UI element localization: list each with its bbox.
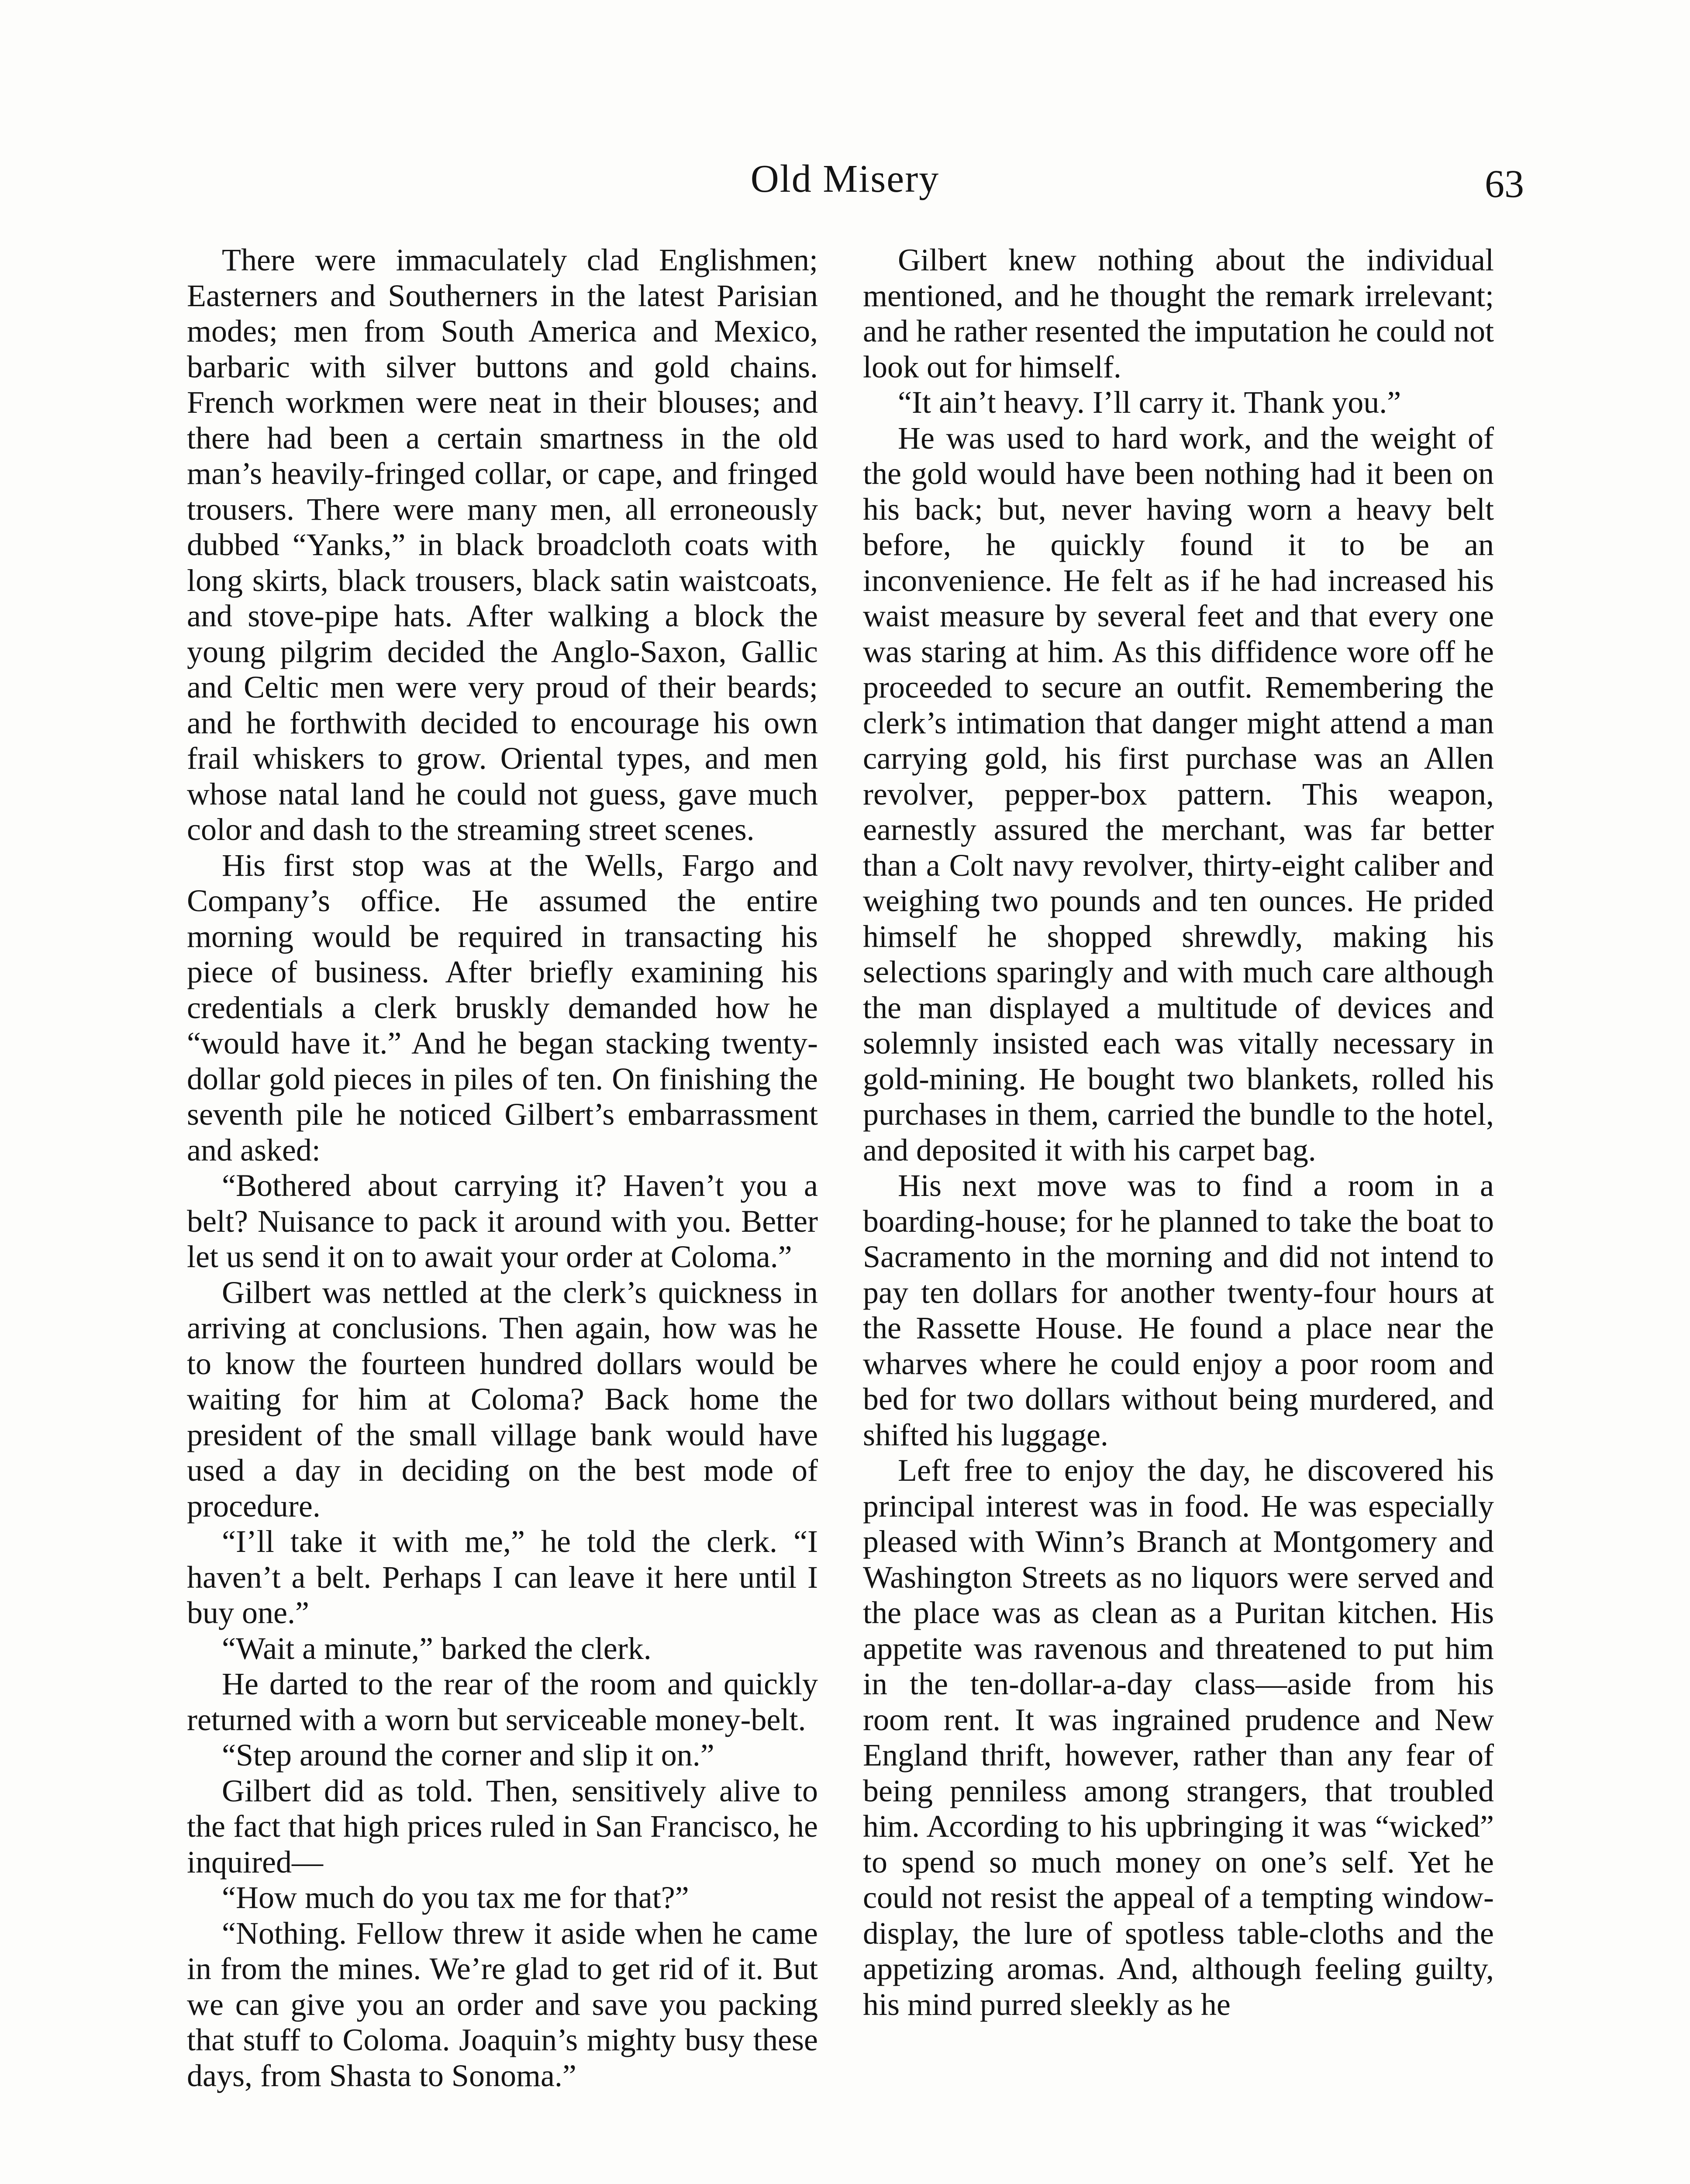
left-column [187,242,818,2094]
paragraph: Gilbert was nettled at the clerk’s quickness in arriving at conclusions. Then again, how was he to know the fourteen hundred dollars would be waiting for him at Coloma? Back home the president of the small village bank would have used a day in deciding on the best mode of procedure. [187,1275,818,1524]
paragraph: Gilbert knew nothing about the individual mentioned, and he thought the remark irrelevant; and he rather resented the imputation he could not look out for himself. [863,242,1494,384]
paragraph: “Step around the corner and slip it on.” [222,1738,714,1773]
paragraph: His next move was to find a room in a boarding-house; for he planned to take the boat to Sacramento in the morning and did not intend to pay ten dollars for another twenty-four hours at the Rassette House. He found a place near the wharves where he could enjoy a poor room and bed for two dollars without being murdered, and shifted his luggage. [863,1168,1494,1452]
paragraph: Left free to enjoy the day, he discovered his principal interest was in food. He was especially pleased with Winn’s Branch at Montgomery and Washington Streets as no liquors were served and the place was as clean as a Puritan kitchen. His appetite was ravenous and threatened to put him in the ten-dollar-a-day class—aside from his room rent. It was ingrained prudence and New England thrift, however, rather than any fear of being penniless among strangers, that troubled him. According to his upbringing it was “wicked” to spend so much money on one’s self. Yet he could not resist the appeal of a tempting window-display, the lure of spotless table-cloths and the appetizing aromas. And, although feeling guilty, his mind purred sleekly as he [863,1453,1494,2022]
page-header [0,153,1690,205]
paragraph: His first stop was at the Wells, Fargo and Company’s office. He assumed the entire morning would be required in transacting his piece of business. After briefly examining his credentials a clerk bruskly demanded how he “would have it.” And he began stacking twenty-dollar gold pieces in piles of ten. On finishing the seventh pile he noticed Gilbert’s embarrassment and asked: [187,847,818,1168]
paragraph: “Wait a minute,” barked the clerk. [222,1631,652,1666]
paragraph: He darted to the rear of the room and quickly returned with a worn but serviceable money-belt. [187,1666,818,1737]
right-column [863,242,1494,2022]
page-number: 63 [1485,162,1524,206]
paragraph: “How much do you tax me for that?” [222,1880,689,1915]
running-title: Old Misery [750,157,940,200]
paragraph: “It ain’t heavy. I’ll carry it. Thank you.” [898,385,1401,420]
paragraph: “Nothing. Fellow threw it aside when he came in from the mines. We’re glad to get rid of it. But we can give you an order and save you packing that stuff to Coloma. Joaquin’s mighty busy these days, from Shasta to Sonoma.” [187,1915,818,2093]
paragraph: There were immaculately clad Englishmen; Easterners and Southerners in the latest Parisian modes; men from South America and Mexico, barbaric with silver buttons and gold chains. French workmen were neat in their blouses; and there had been a certain smartness in the old man’s heavily-fringed collar, or cape, and fringed trousers. There were many men, all erroneously dubbed “Yanks,” in black broadcloth coats with long skirts, black trousers, black satin waistcoats, and stove-pipe hats. After walking a block the young pilgrim decided the Anglo-Saxon, Gallic and Celtic men were very proud of their beards; and he forthwith decided to encourage his own frail whiskers to grow. Oriental types, and men whose natal land he could not guess, gave much color and dash to the streaming street scenes. [187,242,818,847]
paragraph: “Bothered about carrying it? Haven’t you a belt? Nuisance to pack it around with you. Better let us send it on to await your order at Coloma.” [187,1168,818,1274]
paragraph: He was used to hard work, and the weight of the gold would have been nothing had it been on his back; but, never having worn a heavy belt before, he quickly found it to be an inconvenience. He felt as if he had increased his waist measure by several feet and that every one was staring at him. As this diffidence wore off he proceeded to secure an outfit. Remembering the clerk’s intimation that danger might attend a man carrying gold, his first purchase was an Allen revolver, pepper-box pattern. This weapon, earnestly assured the merchant, was far better than a Colt navy revolver, thirty-eight caliber and weighing two pounds and ten ounces. He prided himself he shopped shrewdly, making his selections sparingly and with much care although the man displayed a multitude of devices and solemnly insisted each was vitally necessary in gold-mining. He bought two blankets, rolled his purchases in them, carried the bundle to the hotel, and deposited it with his carpet bag. [863,420,1494,1168]
paragraph: “I’ll take it with me,” he told the clerk. “I haven’t a belt. Perhaps I can leave it here until I buy one.” [187,1524,818,1630]
paragraph: Gilbert did as told. Then, sensitively alive to the fact that high prices ruled in San Francisco, he inquired— [187,1773,818,1880]
